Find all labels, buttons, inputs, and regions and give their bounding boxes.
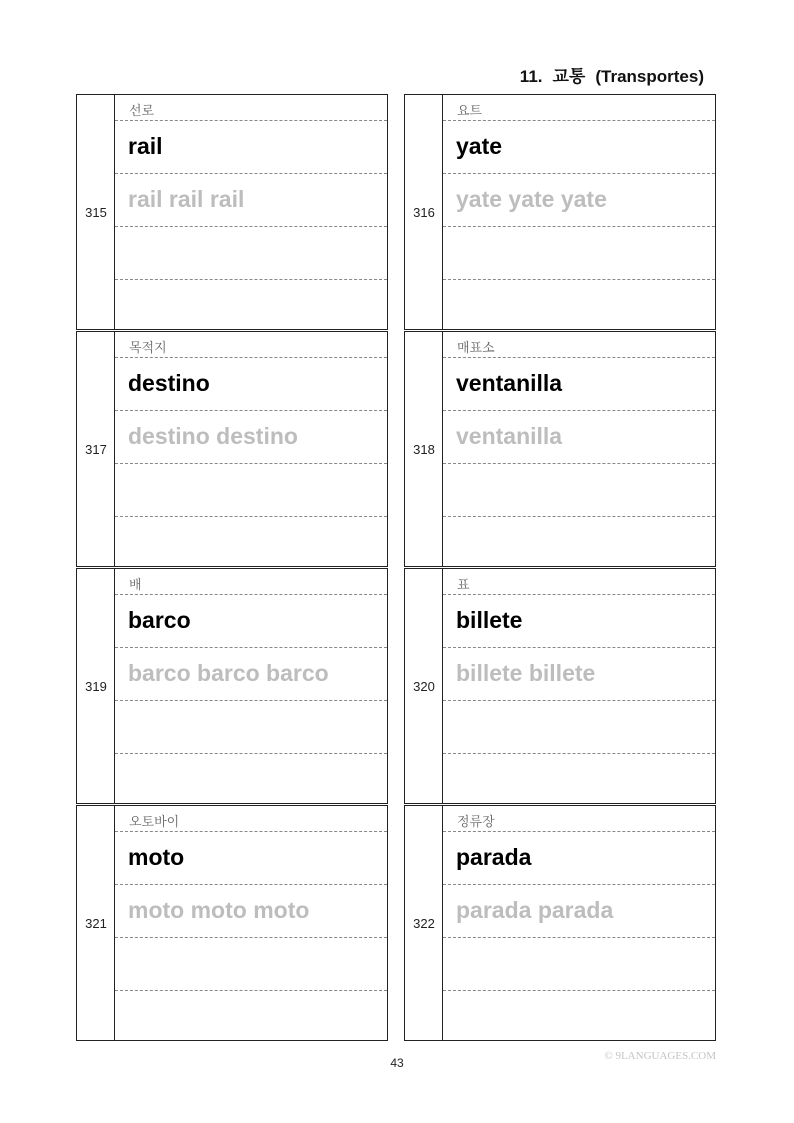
trace-row: [443, 647, 715, 701]
trace-text: rail rail rail: [128, 186, 245, 212]
number-column: [77, 569, 115, 803]
number-column: [77, 806, 115, 1040]
number-column: [405, 95, 443, 329]
korean-row: [443, 569, 715, 595]
card-number: 319: [85, 679, 107, 694]
vocab-card: [404, 331, 716, 567]
practice-line: [443, 226, 715, 280]
korean-row: [115, 332, 387, 358]
number-column: [405, 569, 443, 803]
word-row: [115, 357, 387, 411]
korean-word: 목적지: [129, 341, 167, 356]
korean-word: 표: [457, 578, 470, 593]
card-number: 322: [413, 916, 435, 931]
spanish-word: moto: [128, 844, 185, 870]
vocab-card: [404, 805, 716, 1041]
word-row: [443, 357, 715, 411]
korean-word: 오토바이: [129, 815, 180, 830]
number-column: [405, 332, 443, 566]
vocab-card: [404, 94, 716, 330]
trace-row: [443, 410, 715, 464]
vocab-card: [76, 805, 388, 1041]
spanish-word: rail: [128, 133, 163, 159]
copyright-notice: © 9LANGUAGES.COM: [604, 1050, 716, 1062]
card-number: 315: [85, 205, 107, 220]
practice-line: [115, 226, 387, 280]
practice-line: [115, 516, 387, 567]
practice-line: [443, 937, 715, 991]
spanish-word: destino: [128, 370, 210, 396]
trace-text: moto moto moto: [128, 897, 310, 923]
korean-word: 요트: [457, 104, 483, 119]
trace-text: barco barco barco: [128, 660, 329, 686]
spanish-word: yate: [456, 133, 503, 159]
page-number: 43: [390, 1056, 404, 1070]
practice-line: [115, 700, 387, 754]
card-number: 316: [413, 205, 435, 220]
card-number: 320: [413, 679, 435, 694]
trace-row: [115, 173, 387, 227]
card-number: 317: [85, 442, 107, 457]
spanish-word: billete: [456, 607, 523, 633]
chapter-title-spanish: (Transportes): [595, 67, 704, 86]
trace-text: billete billete: [456, 660, 596, 686]
practice-line: [443, 516, 715, 567]
word-row: [443, 594, 715, 648]
word-row: [115, 120, 387, 174]
korean-row: [115, 95, 387, 121]
trace-row: [443, 884, 715, 938]
vocab-card: [76, 331, 388, 567]
page-header: [400, 62, 704, 86]
vocab-card: [76, 94, 388, 330]
word-row: [115, 831, 387, 885]
number-column: [405, 806, 443, 1040]
number-column: [77, 332, 115, 566]
practice-line: [443, 279, 715, 330]
practice-line: [443, 700, 715, 754]
practice-line: [115, 753, 387, 804]
spanish-word: barco: [128, 607, 191, 633]
trace-text: ventanilla: [456, 423, 563, 449]
trace-row: [115, 647, 387, 701]
practice-line: [443, 753, 715, 804]
trace-row: [443, 173, 715, 227]
word-row: [443, 831, 715, 885]
trace-text: parada parada: [456, 897, 614, 923]
card-number: 318: [413, 442, 435, 457]
practice-line: [115, 463, 387, 517]
vocab-card: [76, 568, 388, 804]
spanish-word: parada: [456, 844, 532, 870]
chapter-title-korean: 교통: [552, 67, 586, 86]
korean-word: 배: [129, 578, 142, 593]
korean-row: [115, 569, 387, 595]
practice-line: [115, 937, 387, 991]
korean-row: [115, 806, 387, 832]
korean-word: 매표소: [457, 341, 495, 356]
korean-word: 정류장: [457, 815, 495, 830]
vocab-card: [404, 568, 716, 804]
number-column: [77, 95, 115, 329]
chapter-number: 11.: [519, 67, 543, 86]
practice-line: [115, 279, 387, 330]
practice-line: [443, 990, 715, 1041]
practice-line: [115, 990, 387, 1041]
word-row: [115, 594, 387, 648]
practice-line: [443, 463, 715, 517]
trace-row: [115, 410, 387, 464]
trace-text: yate yate yate: [456, 186, 607, 212]
trace-text: destino destino: [128, 423, 298, 449]
spanish-word: ventanilla: [456, 370, 563, 396]
korean-row: [443, 332, 715, 358]
trace-row: [115, 884, 387, 938]
korean-word: 선로: [129, 104, 155, 119]
card-number: 321: [85, 916, 107, 931]
word-row: [443, 120, 715, 174]
korean-row: [443, 95, 715, 121]
korean-row: [443, 806, 715, 832]
